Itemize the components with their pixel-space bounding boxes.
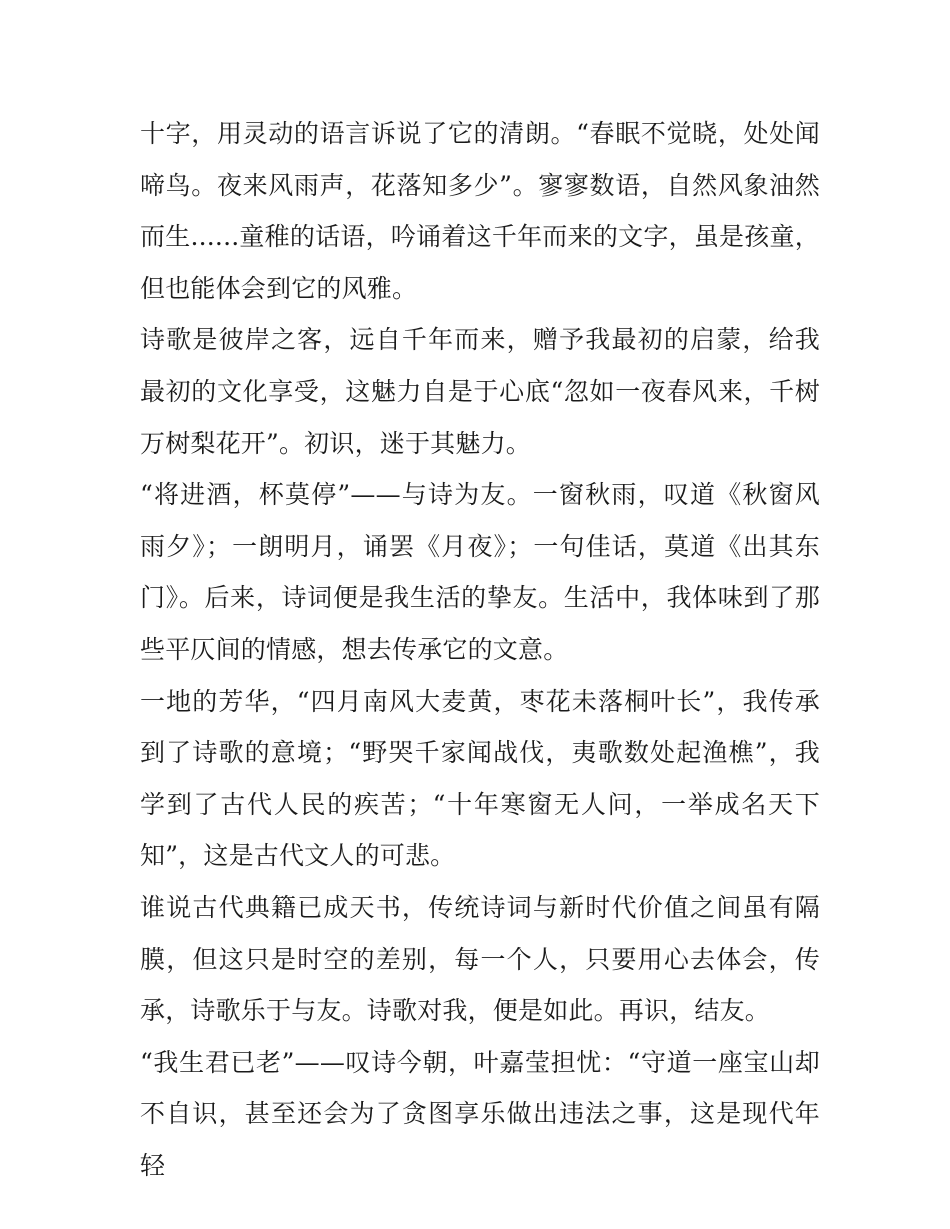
paragraph: 一地的芳华，“四月南风大麦黄，枣花未落桐叶长”，我传承到了诗歌的意境；“野哭千家闻战伐，夷歌数处起渔樵”，我学到了古代人民的疾苦；“十年寒窗无人问，一举成名天下知”，这是古代文人的可悲。: [140, 686, 820, 871]
paragraph: “将进酒，杯莫停”——与诗为友。一窗秋雨，叹道《秋窗风雨夕》；一朗明月，诵罢《月夜》；一句佳话，莫道《出其东门》。后来，诗词便是我生活的挚友。生活中，我体味到了那些平仄间的情感，想去传承它的文意。: [140, 480, 820, 664]
paragraph: “我生君已老”——叹诗今朝，叶嘉莹担忧：“守道一座宝山却不自识，甚至还会为了贪图享乐做出违法之事，这是现代年轻: [140, 1047, 820, 1180]
paragraph: 诗歌是彼岸之客，远自千年而来，赠予我最初的启蒙，给我最初的文化享受，这魅力自是于心底“忽如一夜春风来，千树万树梨花开”。初识，迷于其魅力。: [140, 325, 820, 458]
paragraph: 十字，用灵动的语言诉说了它的清朗。“春眠不觉晓，处处闻啼鸟。夜来风雨声，花落知多少”。寥寥数语，自然风象油然而生......童稚的话语，吟诵着这千年而来的文字，虽是孩童，但也能体会到它的风雅。: [140, 119, 820, 303]
document-body: [140, 108, 820, 1191]
paragraph: 谁说古代典籍已成天书，传统诗词与新时代价值之间虽有隔膜，但这只是时空的差别，每一个人，只要用心去体会，传承，诗歌乐于与友。诗歌对我，便是如此。再识，结友。: [140, 892, 820, 1026]
